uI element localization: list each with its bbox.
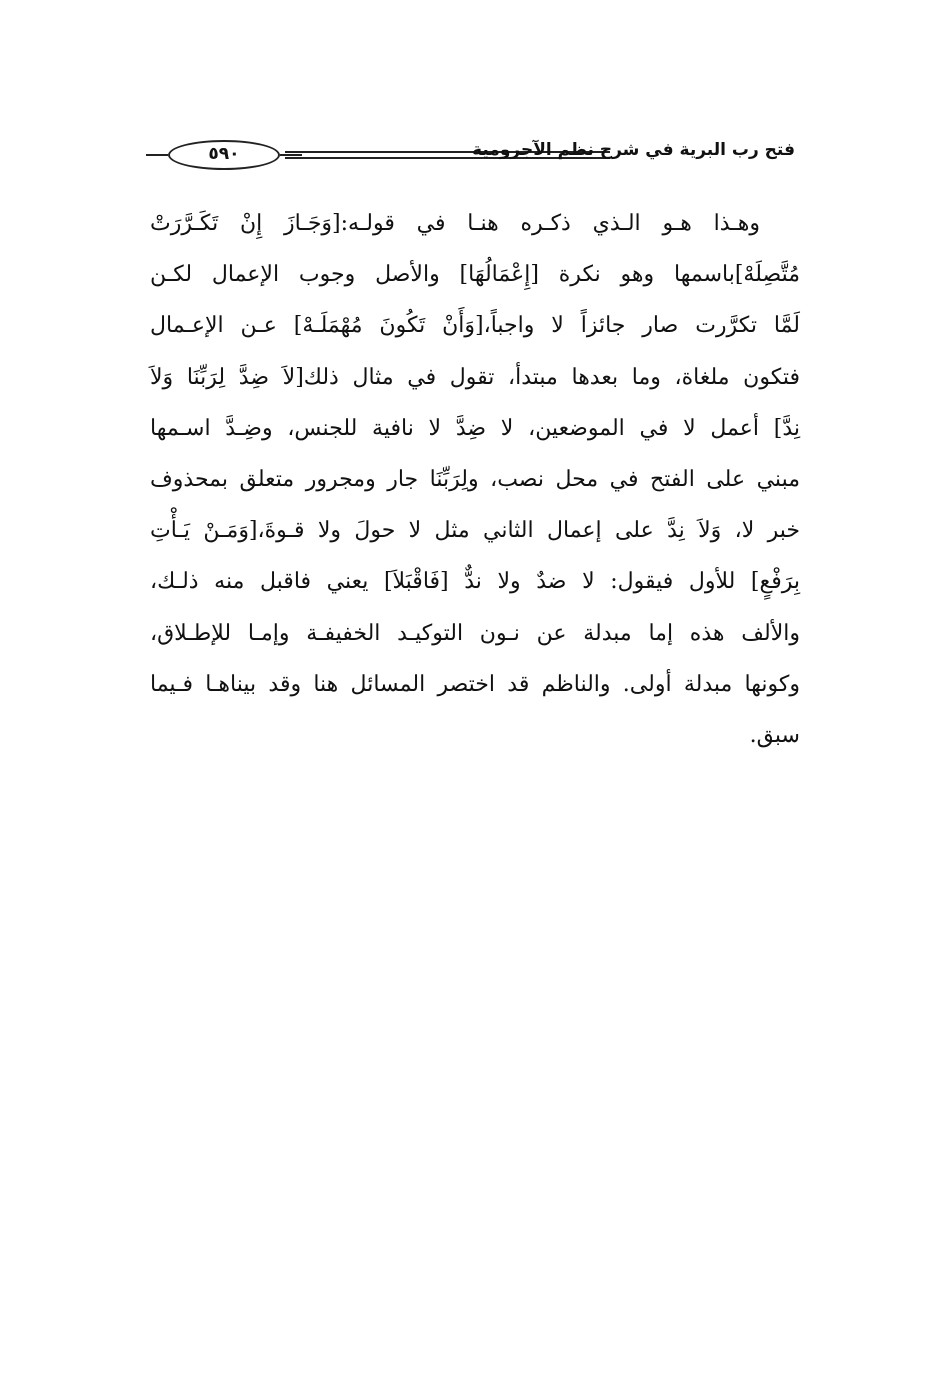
text-line: والألف هذه إما مبدلة عن نـون التوكيـد الخفيفـة وإمـا للإطـلاق، [150,620,800,646]
text-line: وكونها مبدلة أولى. والناظم قد اختصر المسائل هنا وقد بيناهـا فـيما [150,671,800,697]
text-line: وهـذا هـو الـذي ذكـره هنـا في قولـه:[وَجَـازَ إِنْ تَكَـرَّرَتْ [150,211,760,236]
book-title: فتح رب البرية في شرح نظم الآجرومية [472,140,795,160]
running-header [150,138,795,174]
page-number-frame [168,140,280,170]
text-line: مُتَّصِلَهْ]باسمها وهو نكرة [إِعْمَالُهَا] والأصل وجوب الإعمال لكـن [150,262,800,288]
text-line: سبق. [749,722,800,748]
text-line: فتكون ملغاة، وما بعدها مبتدأ، تقول في مثال ذلك[لاَ ضِدَّ لِرَبِّنَا وَلاَ [150,364,800,390]
text-line: مبني على الفتح في محل نصب، ولِرَبِّنَا جار ومجرور متعلق بمحذوف [150,466,800,492]
text-line: خبر لا، وَلاَ نِدَّ على إعمال الثاني مثل لا حولَ ولا قـوةَ،[وَمَـنْ يَـأْتِ [150,518,800,544]
text-line: نِدَّ] أعمل لا في الموضعين، لا ضِدَّ لا نافية للجنس، وضِـدَّ اسـمها [150,415,800,441]
page-number: ٥٩٠ [208,144,240,164]
text-line: بِرَفْعٍ] للأول فيقول: لا ضدٌ ولا ندٌّ [فَاقْبَلاَ] يعني فاقبل منه ذلـك، [150,569,800,595]
text-line: لَمَّا تكرَّرت صار جائزاً لا واجباً،[وَأَنْ تَكُونَ مُهْمَلَـهْ] عـن الإعـمال [150,313,800,339]
body-text [150,198,800,761]
